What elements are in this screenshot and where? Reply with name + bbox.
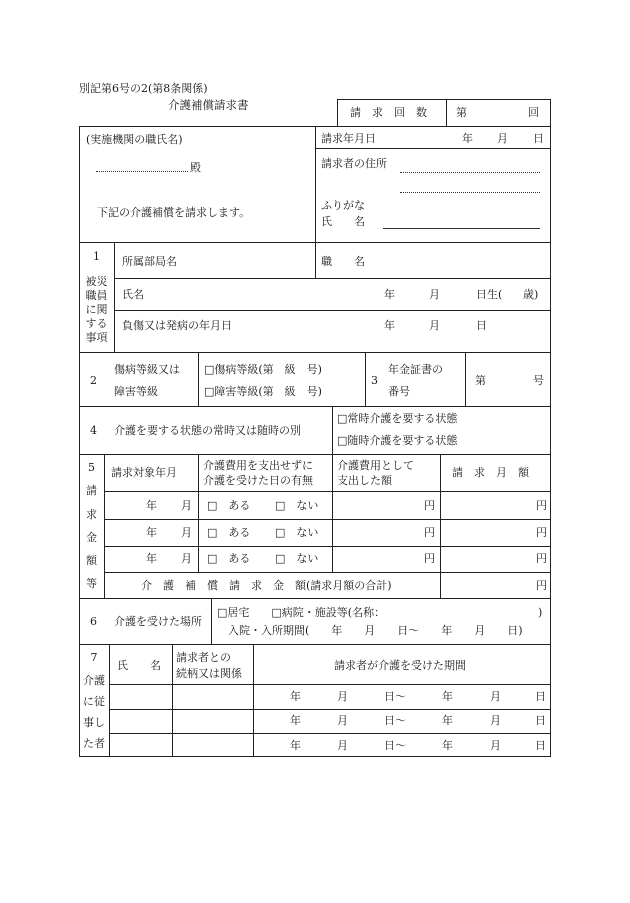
row-year-unit: 年 <box>146 552 157 565</box>
col-cost-2: 支出した額 <box>337 474 392 487</box>
grade-label-1: 傷病等級又は <box>114 363 180 376</box>
to-day-unit: 日 <box>535 714 546 727</box>
job-label: 職 名 <box>321 255 365 268</box>
furigana-label: ふりがな <box>321 199 365 212</box>
birth-year-unit: 年 <box>384 288 395 301</box>
to-month-unit: 月 <box>490 714 501 727</box>
col-relation-1: 請求者との <box>176 651 231 664</box>
nai-checkbox[interactable]: □ ない <box>275 499 319 512</box>
section-7-title-1: 介護 <box>83 674 105 687</box>
monthly-yen-unit: 円 <box>536 552 547 565</box>
claimant-name-line[interactable] <box>383 228 540 229</box>
claim-year-unit: 年 <box>462 132 473 145</box>
section-7-number: 7 <box>90 651 98 664</box>
aru-checkbox[interactable]: □ ある <box>207 526 251 539</box>
cost-yen-unit: 円 <box>424 499 435 512</box>
monthly-yen-unit: 円 <box>536 526 547 539</box>
to-year-unit: 年 <box>442 714 453 727</box>
injury-day-unit: 日 <box>476 319 487 332</box>
aru-checkbox[interactable]: □ ある <box>207 499 251 512</box>
nai-checkbox[interactable]: □ ない <box>275 552 319 565</box>
cost-yen-unit: 円 <box>424 526 435 539</box>
constant-care-checkbox[interactable]: □常時介護を要する状態 <box>337 412 458 425</box>
care-place-label: 介護を受けた場所 <box>114 615 202 628</box>
section-7-title-2: に従 <box>83 695 105 708</box>
section-5-title-3: 金 <box>86 531 97 544</box>
from-year-unit: 年 <box>290 690 301 703</box>
to-day-unit: 日 <box>535 739 546 752</box>
from-month-unit: 月 <box>337 739 348 752</box>
request-count-dai: 第 <box>456 106 467 119</box>
care-state-label: 介護を要する状態の常時又は随時の別 <box>114 424 301 437</box>
row-year-unit: 年 <box>146 526 157 539</box>
injury-date-label: 負傷又は発病の年月日 <box>122 319 232 332</box>
care-place-options[interactable]: □居宅 □病院・施設等(名称： <box>217 606 386 619</box>
section-1-title-1: 被災 <box>85 275 108 288</box>
row-month-unit: 月 <box>181 499 192 512</box>
section-1-title-2: 職員 <box>85 289 108 302</box>
claim-date-label: 請求年月日 <box>321 132 376 145</box>
claim-day-unit: 日 <box>533 132 544 145</box>
birth-month-unit: 月 <box>429 288 440 301</box>
section-1-title-5: 事項 <box>85 331 108 344</box>
agency-name-line[interactable] <box>96 171 188 172</box>
cost-yen-unit: 円 <box>424 552 435 565</box>
section-5-title-2: 求 <box>86 508 97 521</box>
section-5-title-5: 等 <box>86 577 97 590</box>
section-7-title-4: た者 <box>83 737 105 750</box>
injury-year-unit: 年 <box>384 319 395 332</box>
section-2-number: 2 <box>90 374 97 387</box>
birth-day-unit: 日生( <box>476 288 503 301</box>
address-line-2[interactable] <box>400 192 540 193</box>
from-month-unit: 月 <box>337 690 348 703</box>
to-year-unit: 年 <box>442 739 453 752</box>
col-no-cost-1: 介護費用を支出せずに <box>203 459 313 472</box>
row-year-unit: 年 <box>146 499 157 512</box>
section-4-number: 4 <box>90 424 97 437</box>
row-month-unit: 月 <box>181 526 192 539</box>
pension-go: 号 <box>533 374 544 387</box>
dept-label: 所属部局名 <box>122 255 177 268</box>
section-7-title-3: 事し <box>83 716 105 729</box>
address-line-1[interactable] <box>400 172 540 173</box>
pension-label-2: 番号 <box>388 385 410 398</box>
col-monthly-amount: 請 求 月 額 <box>452 466 529 479</box>
section-5-number: 5 <box>88 461 95 474</box>
section-6-number: 6 <box>90 615 97 628</box>
col-no-cost-2: 介護を受けた日の有無 <box>203 474 313 487</box>
occasional-care-checkbox[interactable]: □随時介護を要する状態 <box>337 434 458 447</box>
claimant-name-label: 氏 名 <box>321 215 365 228</box>
total-yen-unit: 円 <box>536 579 547 592</box>
total-amount-label: 介 護 補 償 請 求 金 額(請求月額の合計) <box>141 579 392 592</box>
form-number: 別記第6号の2(第8条関係) <box>79 82 208 95</box>
admission-period: 入院・入所期間( 年 月 日～ 年 月 日) <box>228 624 523 637</box>
aru-checkbox[interactable]: □ ある <box>207 552 251 565</box>
section-3-number: 3 <box>371 374 378 387</box>
col-cost-1: 介護費用として <box>337 459 414 472</box>
to-month-unit: 月 <box>490 690 501 703</box>
section-1-title-4: する <box>85 317 108 330</box>
disability-grade-checkbox[interactable]: □障害等級(第 級 号) <box>204 385 322 398</box>
request-count-label: 請 求 回 数 <box>350 106 427 119</box>
pension-label-1: 年金証書の <box>388 363 443 376</box>
from-day-unit: 日～ <box>384 714 406 727</box>
from-day-unit: 日～ <box>384 739 406 752</box>
injury-grade-checkbox[interactable]: □傷病等級(第 級 号) <box>204 363 322 376</box>
victim-name-label: 氏名 <box>122 288 144 301</box>
col-caregiver-name: 氏 名 <box>117 659 161 672</box>
from-day-unit: 日～ <box>384 690 406 703</box>
pension-dai: 第 <box>475 374 486 387</box>
dono-label: 殿 <box>190 161 201 174</box>
to-year-unit: 年 <box>442 690 453 703</box>
age-unit: 歳) <box>523 288 539 301</box>
monthly-yen-unit: 円 <box>536 499 547 512</box>
agency-label: (実施機関の職氏名) <box>86 133 183 146</box>
request-count-kai: 回 <box>528 106 539 119</box>
injury-month-unit: 月 <box>429 319 440 332</box>
from-year-unit: 年 <box>290 739 301 752</box>
address-label: 請求者の住所 <box>321 157 387 170</box>
section-5-title-4: 額 <box>86 554 97 567</box>
nai-checkbox[interactable]: □ ない <box>275 526 319 539</box>
request-text: 下記の介護補償を請求します。 <box>97 206 251 219</box>
col-target-month: 請求対象年月 <box>111 466 177 479</box>
to-day-unit: 日 <box>535 690 546 703</box>
grade-label-2: 障害等級 <box>114 385 158 398</box>
to-month-unit: 月 <box>490 739 501 752</box>
row-month-unit: 月 <box>181 552 192 565</box>
care-place-paren-close: ) <box>538 606 543 619</box>
section-5-title-1: 請 <box>86 484 97 497</box>
form-title: 介護補償請求書 <box>168 98 249 112</box>
col-care-period: 請求者が介護を受けた期間 <box>334 659 466 672</box>
from-year-unit: 年 <box>290 714 301 727</box>
from-month-unit: 月 <box>337 714 348 727</box>
section-1-title-3: に関 <box>85 303 108 316</box>
col-relation-2: 続柄又は関係 <box>176 667 242 680</box>
section-1-number: 1 <box>93 250 100 263</box>
claim-month-unit: 月 <box>497 132 508 145</box>
